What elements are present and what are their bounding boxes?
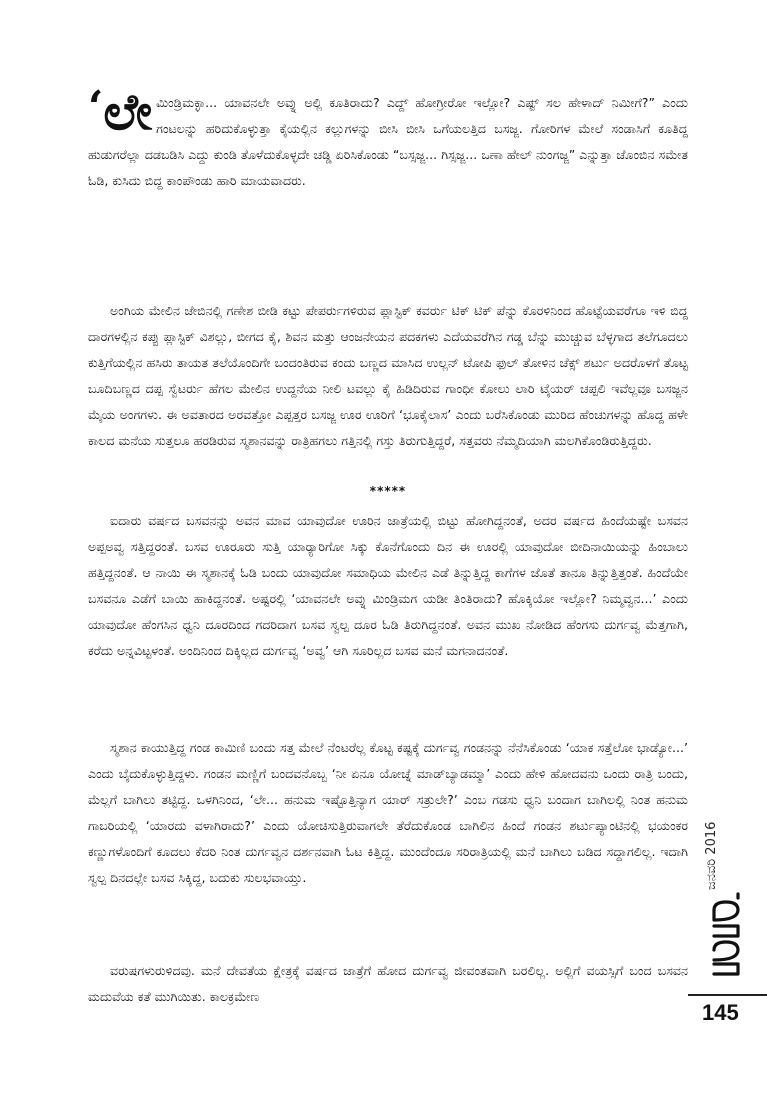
paragraph-2-text: ಅಂಗಿಯ ಮೇಲಿನ ಜೇಬಿನಲ್ಲಿ ಗಣೇಶ ಬೀಡಿ ಕಟ್ಟು ಪೇಪರ್ರುಗಳಿರುವ ಪ್ಲಾಸ್ಟಿಕ್ ಕವರ್ರು ಟಿಕ್ ಟಿಕ್ ಪೆನ್ನು ಕೊರಳಿನಿಂದ ಹೊಟ್ಟೆಯವರೆಗೂ ಇಳಿ ಬಿದ್ದ ದಾರಗಳಲ್ಲಿನ ಕಪ್ಪು ಪ್ಲಾಸ್ಟಿಕ್ ವಿಶಲ್ಲು, ಬೀಗದ ಕೈ, ಶಿವನ ಮತ್ತು ಆಂಜನೇಯನ ಪದಕಗಳು ಎದೆಯವರೆಗಿನ ಗಡ್ಡ ಬೆನ್ನು ಮುಚ್ಚುವ ಬೆಳ್ಳಗಾದ ತಲೆಗೂದಲು ಕುತ್ತಿಗೆಯಲ್ಲಿನ ಹಸಿರು ತಾಯತ ತಲೆಯೊಂದಿಗೇ ಬಂದಂತಿರುವ ಕಂದು ಬಣ್ಣದ ಮಾಸಿದ ಉಲ್ಲನ್ ಟೋಪಿ ಫುಲ್ ತೋಳಿನ ಚೆಕ್ಸ್ ಶರ್ಟು ಅದರೊಳಗೆ ತೊಟ್ಟ ಬೂದಿಬಣ್ಣದ ದಪ್ಪ ಸ್ವೆಟರ್ರು ಹೆಗಲ ಮೇಲಿನ ಉದ್ದನೆಯ ನೀಲಿ ಟವಲ್ಲು ಕೈ ಹಿಡಿದಿರುವ ಗಾಂಧೀ ಕೋಲು ಲಾರಿ ಟೈಯರ್ ಚಪ್ಪಲಿ ಇವೆಲ್ಲವೂ ಬಸಜ್ಜನ ಮೈಯ ಅಂಗಗಳು. ಈ ಅವತಾರದ ಅರವತ್ತೋ ಎಪ್ಪತ್ತರ ಬಸಜ್ಜ ಊರ ಊರಿಗೆ ‘ಭೂಕೈಲಾಸ’ ಎಂದು ಬರೆಸಿಕೊಂಡು ಮುರಿದ ಹೆಂಚುಗಳನ್ನು ಹೊದ್ದ ಹಳೇ ಕಾಲದ ಮನೆಯ ಸುತ್ತಲೂ ಹರಡಿರುವ ಸ್ಮಶಾನವನ್ನು ರಾತ್ರಿಹಗಲು ಗತ್ತಿನಲ್ಲಿ ಗಸ್ತು ತಿರುಗುತ್ತಿದ್ದರೆ, ಸತ್ತವರು ನೆಮ್ಮದಿಯಾಗಿ ಮಲಗಿಕೊಂಡಿರುತ್ತಿದ್ದರು.: [88, 303, 688, 449]
issue-date: ಜನವರಿ 2016: [704, 821, 719, 890]
opening-paragraph: [88, 82, 688, 194]
drop-cap-quote: ‘: [88, 82, 104, 133]
page-number: 145: [702, 1000, 739, 1025]
drop-cap-letter: ಲೇ: [103, 83, 153, 141]
paragraph-5: [88, 958, 688, 1010]
paragraph-1-text: ಮಿಂಡ್ರಿಮಕ್ಳಾ... ಯಾವನಲೇ ಅವ್ನು ಅಲ್ಲಿ ಕೂತಿರಾದು? ಎದ್ದ್ ಹೋಗ್ರೀರೋ ಇಲ್ಲೋ? ಎಷ್ಟ್ ಸಲ ಹೇಳಾದ್ ನಿಮೀಗೆ?” ಎಂದು ಗಂಟಲನ್ನು ಹರಿದುಕೊಳ್ಳುತ್ತಾ ಕೈಯಲ್ಲಿನ ಕಲ್ಲುಗಳನ್ನು ಬೀಸಿ ಬೀಸಿ ಒಗೆಯಲತ್ತಿದ ಬಸಜ್ಜ. ಗೋರಿಗಳ ಮೇಲೆ ಸಂಡಾಸಿಗೆ ಕೂತಿದ್ದ ಹುಡುಗರೆಲ್ಲಾ ದಡಬಡಿಸಿ ಎದ್ದು ಕುಂಡಿ ತೊಳೆದುಕೊಳ್ಳದೇ ಚಡ್ಡಿ ಏರಿಸಿಕೊಂಡು “ಬಸ್ಸಜ್ಜ... ಗಿಸ್ಸಜ್ಜ... ಒಣಾ ಹೇಲ್ ನುಂಗಜ್ಜ” ಎನ್ನುತ್ತಾ ಚೊಂಬಿನ ಸಮೇತ ಓಡಿ, ಕುಸಿದು ಬಿದ್ದ ಕಾಂಪೌಂಡು ಹಾರಿ ಮಾಯವಾದರು.: [88, 95, 688, 189]
magazine-logo: [708, 890, 744, 980]
paragraph-3-text: ಐದಾರು ವರ್ಷದ ಬಸವನನ್ನು ಅವನ ಮಾವ ಯಾವುದೋ ಊರಿನ ಜಾತ್ರೆಯಲ್ಲಿ ಬಿಟ್ಟು ಹೋಗಿದ್ದನಂತೆ, ಅದರ ವರ್ಷದ ಹಿಂದೆಯಷ್ಟೇ ಬಸವನ ಅಪ್ಪಅವ್ವ ಸತ್ತಿದ್ದರಂತೆ. ಬಸವ ಊರೂರು ಸುತ್ತಿ ಯಾರ್‍ಯಾರಿಗೋ ಸಿಕ್ಕು ಕೊನೆಗೊಂದು ದಿನ ಈ ಊರಲ್ಲಿ ಯಾವುದೋ ಬೀದಿನಾಯಿಯನ್ನು ಹಿಂಬಾಲು ಹತ್ತಿದ್ದನಂತೆ. ಆ ನಾಯಿ ಈ ಸ್ಮಶಾನಕ್ಕೆ ಓಡಿ ಬಂದು ಯಾವುದೋ ಸಮಾಧಿಯ ಮೇಲಿನ ಎಡೆ ತಿನ್ನುತ್ತಿದ್ದ ಕಾಗೆಗಳ ಜೊತೆ ತಾನೂ ತಿನ್ನುತ್ತಿತ್ತಂತೆ. ಹಿಂದೆಯೇ ಬಸವನೂ ಎಡೆಗೆ ಬಾಯಿ ಹಾಕಿದ್ದನಂತೆ. ಅಷ್ಟರಲ್ಲಿ ‘ಯಾವನಲೇ ಅವ್ನು ಮಿಂಡ್ರಿಮಗ ಯಡೀ ತಿಂತಿರಾದು? ಹೊಕ್ಕಿಯೋ ಇಲ್ಲೋ? ನಿಮ್ಮವ್ವನ...’ ಎಂದು ಯಾವುದೋ ಹೆಂಗಸಿನ ಧ್ವನಿ ದೂರದಿಂದ ಗದರಿದಾಗ ಬಸವ ಸ್ವಲ್ಪ ದೂರ ಓಡಿ ತಿರುಗಿದ್ದನಂತೆ. ಅವನ ಮುಖ ನೋಡಿದ ಹೆಂಗಸು ದುರ್ಗವ್ವ ಮೆತ್ತಗಾಗಿ, ಕರೆದು ಅನ್ನವಿಟ್ಟಳಂತೆ. ಅಂದಿನಿಂದ ದಿಕ್ಕಿಲ್ಲದ ದುರ್ಗವ್ವ ‘ಅವ್ವ’ ಆಗಿ ಸೂರಿಲ್ಲದ ಬಸವ ಮನೆ ಮಗನಾದನಂತೆ.: [88, 513, 688, 659]
section-separator: *****: [369, 484, 407, 498]
logo-stroke-2: [714, 942, 738, 960]
logo-stroke-4: [714, 902, 738, 920]
paragraph-2: [88, 298, 688, 455]
logo-stroke-3: [714, 926, 738, 936]
logo-stroke-1: [714, 964, 738, 974]
magazine-logo-mark: [708, 890, 744, 980]
paragraph-4: [88, 735, 688, 892]
paragraph-3: [88, 508, 688, 665]
paragraph-4-text: ಸ್ಮಶಾನ ಕಾಯುತ್ತಿದ್ದ ಗಂಡ ಕಾಮಿಣಿ ಬಂದು ಸತ್ತ ಮೇಲೆ ನೆಂಟರೆಲ್ಲ ಕೊಟ್ಟ ಕಷ್ಟಕ್ಕೆ ದುರ್ಗವ್ವ ಗಂಡನನ್ನು ನೆನೆಸಿಕೊಂಡು ‘ಯಾಕ ಸತ್ತೆಲೋ ಭಾಡ್ಯೋ...’ ಎಂದು ಬೈದುಕೊಳ್ಳುತ್ತಿದ್ದಳು. ಗಂಡನ ಮಣ್ಣಿಗೆ ಬಂದವನೊಬ್ಬ ‘ನೀ ಏನೂ ಯೋಚ್ನೆ ಮಾಡ್‌ಬ್ಯಾಡಮ್ಮಾ’ ಎಂದು ಹೇಳಿ ಹೋದವನು ಒಂದು ರಾತ್ರಿ ಬಂದು, ಮೆಲ್ಲಗೆ ಬಾಗಿಲು ತಟ್ಟಿದ್ದ. ಒಳಗಿನಿಂದ, ‘ಲೇ... ಹನುಮ ಇಷ್ಟೊತ್ತಿನ್ಯಾಗ ಯಾರ್ ಸತ್ರುಲೇ?’ ಎಂಬ ಗಡಸು ಧ್ವನಿ ಬಂದಾಗ ಬಾಗಿಲಲ್ಲಿ ನಿಂತ ಹನುಮ ಗಾಬರಿಯಲ್ಲಿ ‘ಯಾರದು ವಳಾಗಿರಾದು?’ ಎಂದು ಯೋಚಿಸುತ್ತಿರುವಾಗಲೇ ತೆರೆದುಕೊಂಡ ಬಾಗಿಲಿನ ಹಿಂದೆ ಗಂಡನ ಶರ್ಟುಪ್ಯಾಂಟಿನಲ್ಲಿ ಭಯಂಕರ ಕಣ್ಣುಗಳೊಂದಿಗೆ ಕೂದಲು ಕೆದರಿ ನಿಂತ ದುರ್ಗವ್ವನ ದರ್ಶನವಾಗಿ ಓಟ ಕಿತ್ತಿದ್ದ. ಮುಂದೆಂದೂ ಸರಿರಾತ್ರಿಯಲ್ಲಿ ಮನೆ ಬಾಗಿಲು ಬಡಿದ ಸದ್ದಾಗಲಿಲ್ಲ. ಇದಾಗಿ ಸ್ವಲ್ಪ ದಿನದಲ್ಲೇ ಬಸವ ಸಿಕ್ಕಿದ್ದ, ಬದುಕು ಸುಲಭವಾಯ್ತು.: [88, 740, 688, 886]
page-number-rule: [688, 994, 767, 996]
paragraph-5-text: ವರುಷಗಳುರುಳಿದವು. ಮನೆ ದೇವತೆಯ ಕ್ಷೇತ್ರಕ್ಕೆ ವರ್ಷದ ಜಾತ್ರೆಗೆ ಹೋದ ದುರ್ಗವ್ವ ಜೀವಂತವಾಗಿ ಬರಲಿಲ್ಲ. ಅಲ್ಲಿಗೆ ವಯಸ್ಸಿಗೆ ಬಂದ ಬಸವನ ಮದುವೆಯ ಕತೆ ಮುಗಿಯಿತು. ಕಾಲಕ್ರಮೇಣ: [88, 963, 688, 1005]
drop-cap: [88, 84, 152, 140]
